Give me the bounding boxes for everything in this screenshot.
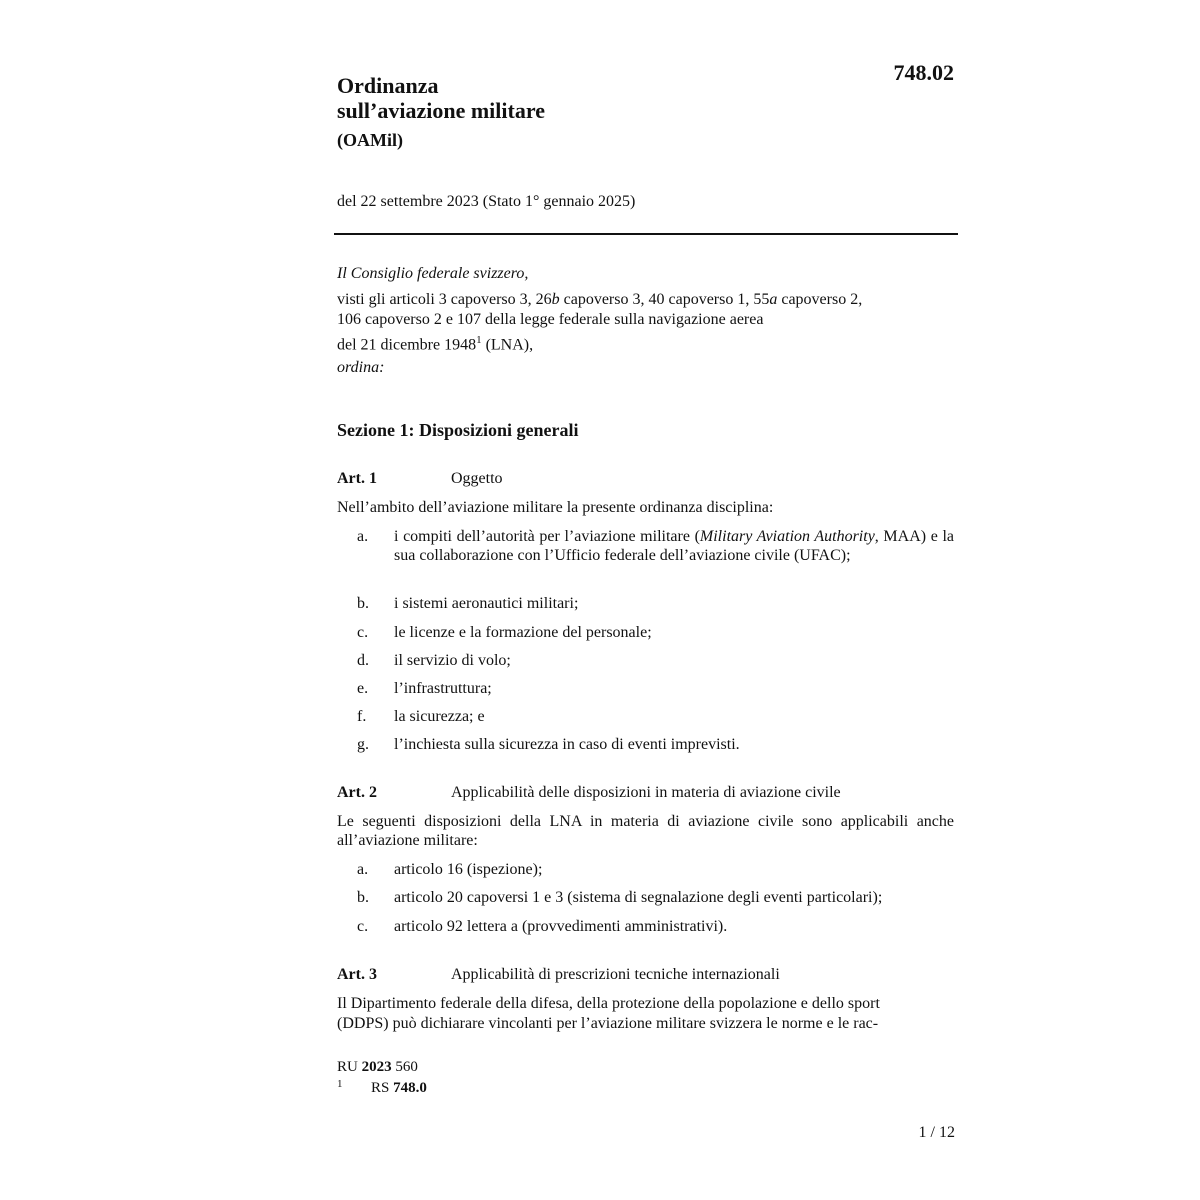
list-label: b.: [357, 889, 369, 906]
preamble-legal-basis: [337, 290, 957, 355]
preamble-text: a: [769, 291, 778, 308]
preamble-text: (LNA),: [481, 336, 534, 354]
article-title: Oggetto: [451, 470, 503, 487]
article-number: Art. 1: [337, 470, 377, 487]
preamble-text: capoverso 2,: [777, 291, 863, 308]
art-1-intro: Nell’ambito dell’aviazione militare la presente ordinanza disciplina:: [337, 499, 774, 516]
footnote-prefix: RS: [371, 1080, 394, 1096]
list-label: f.: [357, 708, 367, 725]
list-text: la sicurezza; e: [394, 708, 485, 725]
list-item: [337, 527, 954, 565]
title-abbreviation: (OAMil): [337, 130, 403, 150]
footnote-number: 1: [337, 1078, 343, 1090]
article-title: Applicabilità di prescrizioni tecniche internazionali: [451, 966, 780, 983]
list-item: [337, 594, 954, 613]
art-3-heading: [337, 966, 780, 984]
preamble-line-2: 106 capoverso 2 e 107 della legge federale sulla navigazione aerea: [337, 311, 764, 328]
article-number: Art. 2: [337, 784, 377, 801]
art-3-line-2: (DDPS) può dichiarare vincolanti per l’aviazione militare svizzera le norme e le rac-: [337, 1015, 879, 1032]
list-item: [337, 651, 954, 670]
art-3-text: [337, 994, 954, 1034]
art-2-heading: [337, 784, 841, 802]
list-label: a.: [357, 861, 369, 878]
list-label: c.: [357, 624, 369, 641]
preamble-decree: ordina:: [337, 359, 385, 376]
list-label: b.: [357, 595, 369, 612]
art-2-intro: Le seguenti disposizioni della LNA in materia di aviazione civile sono applicabili anche all’aviazione militare:: [337, 813, 954, 849]
list-text-part: i compiti dell’autorità per l’aviazione militare (: [394, 528, 700, 545]
list-text: articolo 16 (ispezione);: [394, 861, 543, 878]
list-item: [337, 917, 954, 936]
list-text: articolo 20 capoversi 1 e 3 (sistema di segnalazione degli eventi particolari);: [394, 889, 883, 906]
preamble-text: b: [551, 291, 560, 308]
list-text-part: Military Aviation Authority: [699, 528, 875, 545]
title-line-2: sull’aviazione militare: [337, 98, 545, 123]
list-text: il servizio di volo;: [394, 652, 511, 669]
art-1-heading: [337, 470, 503, 488]
document-title: [337, 73, 837, 123]
list-label: g.: [357, 736, 369, 753]
list-text: l’inchiesta sulla sicurezza in caso di eventi imprevisti.: [394, 736, 740, 753]
ru-prefix: RU: [337, 1059, 362, 1075]
section-1-heading: Sezione 1: Disposizioni generali: [337, 420, 579, 440]
list-label: d.: [357, 652, 369, 669]
official-compilation-ref: [337, 1059, 418, 1076]
list-item: [337, 707, 954, 726]
list-text: [394, 527, 954, 565]
list-item: [337, 860, 954, 879]
ru-year: 2023: [361, 1059, 392, 1075]
article-number: Art. 3: [337, 966, 377, 983]
preamble-text: visti gli articoli 3 capoverso 3, 26: [337, 291, 552, 308]
list-text: i sistemi aeronautici militari;: [394, 595, 579, 612]
footnote-ref-1[interactable]: 1: [476, 334, 482, 346]
footnote-ref-link[interactable]: 748.0: [393, 1080, 427, 1096]
preamble-text: capoverso 3, 40 capoverso 1, 55: [559, 291, 770, 308]
footnote-text: [371, 1080, 427, 1097]
list-label: a.: [357, 528, 369, 545]
list-text: articolo 92 lettera a (provvedimenti amministrativi).: [394, 918, 728, 935]
date-status: del 22 settembre 2023 (Stato 1° gennaio 2025): [337, 193, 636, 210]
header-divider: [334, 233, 958, 235]
sr-number: 748.02: [893, 60, 954, 85]
list-item: [337, 679, 954, 698]
art-3-line-1: Il Dipartimento federale della difesa, della protezione della popolazione e dello sport: [337, 995, 880, 1012]
ru-page: 560: [391, 1059, 418, 1075]
list-item: [337, 888, 954, 907]
article-title: Applicabilità delle disposizioni in materia di aviazione civile: [451, 784, 841, 801]
title-line-1: Ordinanza: [337, 73, 439, 98]
preamble-authority: Il Consiglio federale svizzero,: [337, 265, 529, 282]
list-text-part: , MAA) e la sua collaborazione con l’Ufficio federale dell’aviazione civile (UFAC);: [394, 528, 955, 564]
list-text: le licenze e la formazione del personale;: [394, 624, 652, 641]
list-text: l’infrastruttura;: [394, 680, 492, 697]
list-label: e.: [357, 680, 369, 697]
page-number: 1 / 12: [918, 1124, 955, 1141]
list-item: [337, 735, 954, 754]
list-item: [337, 623, 954, 642]
preamble-text: del 21 dicembre 1948: [337, 336, 477, 354]
list-label: c.: [357, 918, 369, 935]
